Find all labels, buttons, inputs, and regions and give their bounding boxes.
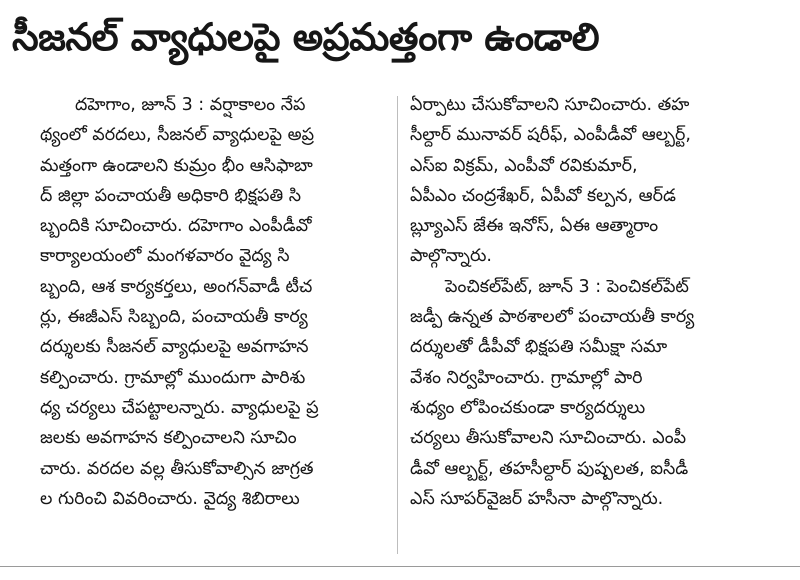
text-line: బ్ల్యూఎస్‌ జేఈ ఇనోస్‌, ఏఈ ఆత్మారాం	[410, 216, 659, 237]
text-line: కార్యాలయంలో మంగళవారం వైద్య సి	[40, 246, 290, 267]
article-paragraph	[410, 272, 762, 514]
text-line: చారు. వరదల వల్ల తీసుకోవాల్సిన జాగ్రత	[40, 458, 314, 479]
text-line: మత్తంగా ఉండాలని కుమ్రం భీం ఆసిఫాబా	[40, 155, 313, 176]
text-line: దహెగాం, జూన్‌ 3 : వర్షాకాలం నేప	[75, 95, 306, 115]
text-line: జలకు అవగాహన కల్పించాలని సూచిం	[40, 428, 297, 449]
text-line: ఏర్పాటు చేసుకోవాలని సూచించారు. తహ	[410, 95, 690, 115]
text-line: ర్లు, ఈజీఎస్‌ సిబ్బంది, పంచాయతీ కార్య	[40, 307, 308, 328]
text-line: శుధ్యం లోపించకుండా కార్యదర్శులు	[410, 397, 646, 418]
text-line: సీల్దార్‌ మునావర్‌ షరీఫ్‌, ఎంపీడీవో ఆల్బర్ట్‌,	[410, 125, 691, 146]
text-line: ద్‌ జిల్లా పంచాయతీ అధికారి భిక్షపతి సి	[40, 185, 302, 206]
text-line: చర్యలు తీసుకోవాలని సూచించారు. ఎంపీ	[410, 428, 687, 449]
text-line: వేశం నిర్వహించారు. గ్రామాల్లో పారి	[410, 367, 643, 388]
text-line: ఎస్‌ సూపర్‌వైజర్‌ హసీనా పాల్గొన్నారు.	[410, 488, 664, 509]
article-right-column	[410, 90, 762, 514]
text-line: దర్శులకు సీజనల్‌ వ్యాధులపై అవగాహన	[40, 337, 309, 358]
article-paragraph	[40, 90, 392, 514]
text-line: కల్పించారు. గ్రామాల్లో ముందుగా పారిశు	[40, 367, 306, 388]
article-paragraph	[410, 90, 762, 272]
text-line: దర్శులతో డీపీవో భిక్షపతి సమీక్షా సమా	[410, 337, 668, 358]
text-line: ల గురించి వివరించారు. వైద్య శిబిరాలు	[40, 488, 300, 509]
column-divider	[397, 96, 398, 554]
text-line: పాల్గొన్నారు.	[410, 246, 492, 267]
text-line: పెంచికల్‌పేట్‌, జూన్‌ 3 : పెంచికల్‌పేట్‌	[445, 276, 689, 297]
article-headline: సీజనల్‌ వ్యాధులపై అప్రమత్తంగా ఉండాలి	[12, 15, 600, 59]
text-line: బ్బంది, ఆశ కార్యకర్తలు, అంగన్‌వాడీ టీచ	[40, 276, 313, 297]
bottom-rule	[0, 566, 800, 567]
text-line: జడ్పీ ఉన్నత పాఠశాలలో పంచాయతీ కార్య	[410, 307, 695, 328]
text-line: థ్యంలో వరదలు, సీజనల్‌ వ్యాధులపై అప్ర	[40, 125, 315, 146]
text-line: ఎస్‌ఐ విక్రమ్‌, ఎంపీవో రవికుమార్‌,	[410, 155, 638, 176]
text-line: బ్బందికి సూచించారు. దహెగాం ఎంపీడీవో	[40, 216, 312, 237]
text-line: ఏపీఎం చంద్రశేఖర్‌, ఏపీవో కల్పన, ఆర్‌డ	[410, 185, 676, 206]
text-line: డీవో ఆల్బర్ట్‌, తహసీల్దార్‌ పుష్పలత, ఐసీడీ	[410, 458, 689, 479]
article-left-column	[40, 90, 392, 514]
text-line: ధ్య చర్యలు చేపట్టాలన్నారు. వ్యాధులపై ప్ర	[40, 397, 319, 418]
